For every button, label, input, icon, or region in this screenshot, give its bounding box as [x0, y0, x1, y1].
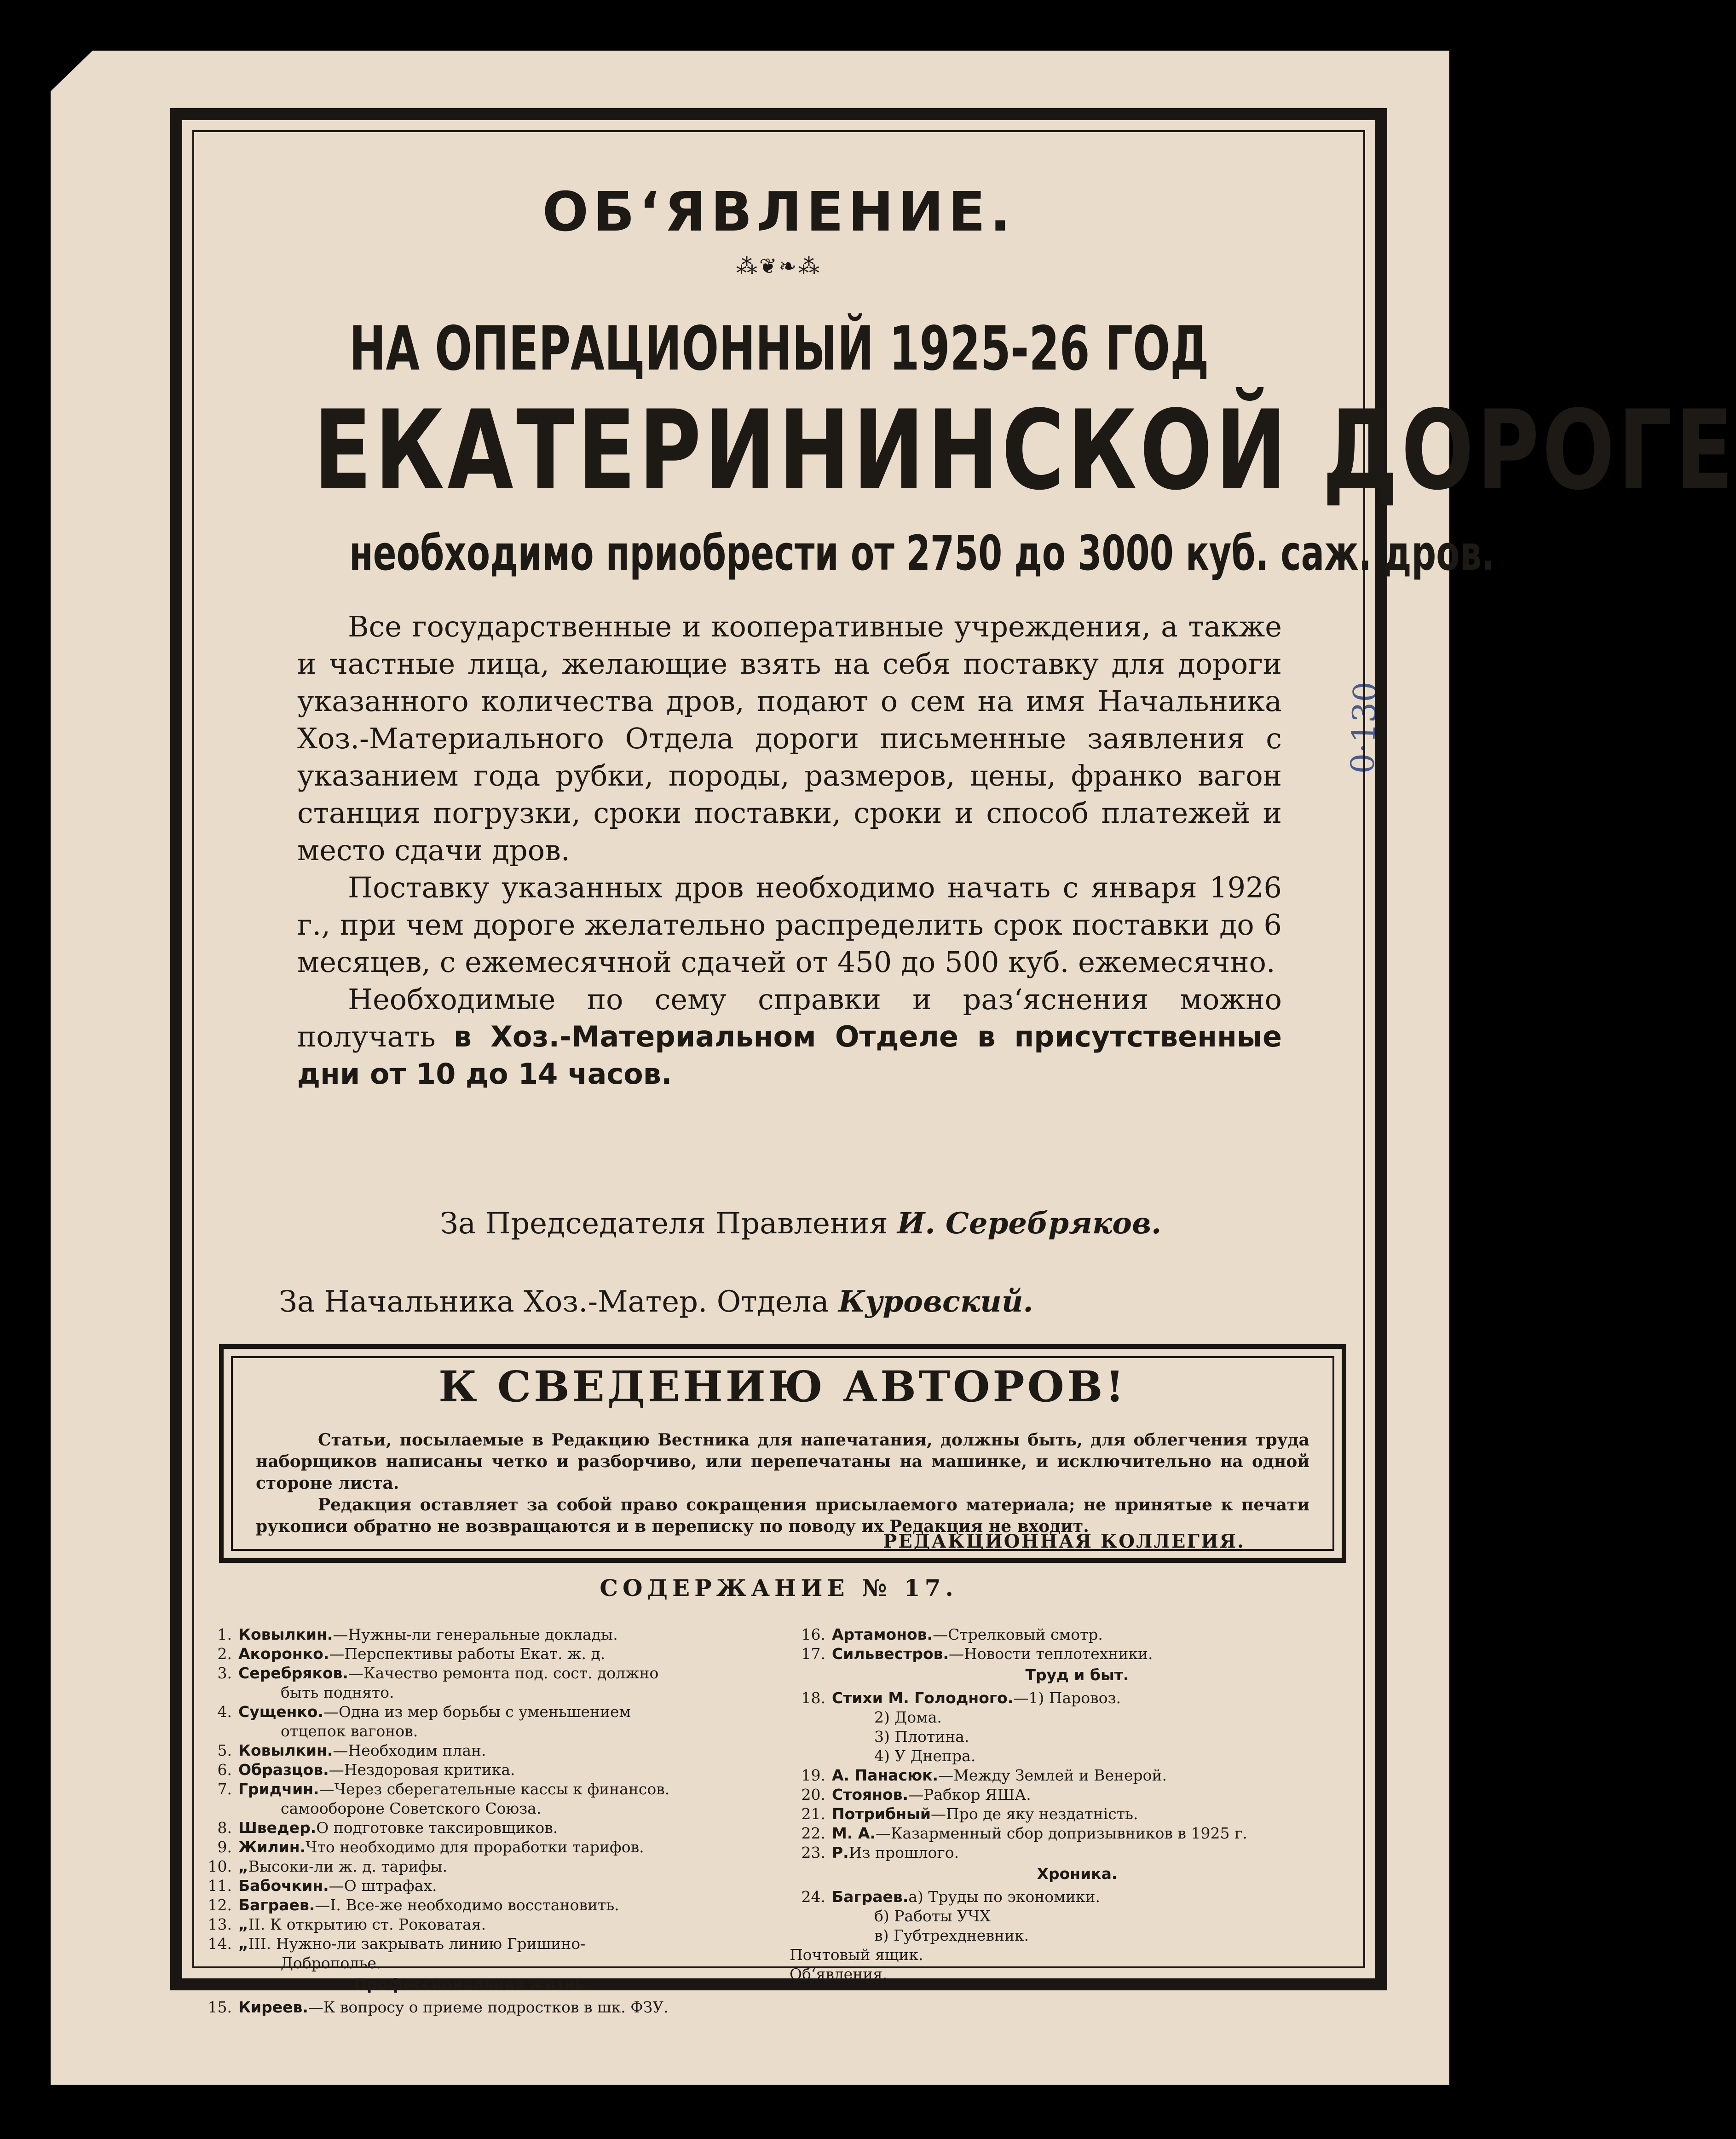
- contents-item-title: —1) Паровоз.: [1013, 1689, 1121, 1707]
- contents-title: СОДЕРЖАНИЕ № 17.: [600, 1574, 958, 1601]
- contents-section-chronicle: Хроника.: [1037, 1865, 1118, 1883]
- contents-item-number: 11.: [208, 1877, 232, 1895]
- contents-item: [790, 1785, 1365, 1804]
- contents-item: [790, 1708, 1365, 1727]
- contents-item-number: 7.: [217, 1780, 232, 1798]
- contents-item-number: 13.: [208, 1915, 232, 1933]
- contents-item-number: [196, 1954, 238, 1973]
- contents-item: [196, 1741, 748, 1760]
- contents-item: [790, 1746, 1365, 1766]
- contents-item: [196, 1857, 748, 1876]
- contents-item-title: Высоки-ли ж. д. тарифы.: [248, 1857, 448, 1875]
- contents-item-number: 18.: [801, 1689, 825, 1707]
- contents-item-number: 16.: [801, 1625, 825, 1643]
- contents-right-column: [790, 1625, 1365, 1984]
- contents-item: [196, 1934, 748, 1954]
- contents-section-labor: Труд и быт.: [1025, 1666, 1129, 1684]
- body-paragraph-3: [297, 981, 1282, 1093]
- contents-item: [196, 1818, 748, 1838]
- contents-item-number: 22.: [801, 1824, 825, 1842]
- contents-item: [196, 1954, 748, 1973]
- contents-item: [196, 1876, 748, 1896]
- contents-item: [790, 1843, 1365, 1862]
- notice-title: К СВЕДЕНИЮ АВТОРОВ!: [438, 1362, 1127, 1411]
- contents-item-author: Серебряков.: [238, 1664, 348, 1682]
- margin-handwritten-note: 0·130: [1344, 681, 1384, 775]
- headline-firewood: необходимо приобрести от 2750 до 3000 куб. саж. дров.: [349, 525, 1495, 581]
- contents-item: [790, 1824, 1365, 1843]
- contents-item-title: —К вопросу о приеме подростков в шк. ФЗУ.: [308, 1998, 669, 2016]
- contents-item-author: Р.: [832, 1844, 849, 1862]
- contents-item-title: быть поднято.: [281, 1683, 394, 1701]
- contents-item-title: —Казарменный сбор допризывников в 1925 г.: [875, 1824, 1247, 1842]
- contents-item-number: 4.: [217, 1703, 232, 1721]
- contents-item-title: Что необходимо для проработки тарифов.: [306, 1838, 644, 1856]
- contents-item-title: —I. Все-же необходимо восстановить.: [315, 1896, 619, 1914]
- contents-item-number: 23.: [801, 1844, 825, 1862]
- contents-item-author: Стихи М. Голодного.: [832, 1689, 1014, 1707]
- announcement-body: [297, 608, 1282, 1093]
- signature-chairman-name: И. Серебряков.: [897, 1206, 1162, 1241]
- contents-item-number: 5.: [217, 1741, 232, 1759]
- contents-item-number: [196, 1683, 238, 1702]
- contents-item: [196, 1722, 748, 1741]
- contents-item: [790, 1644, 1365, 1664]
- contents-item-author: Жилин.: [238, 1838, 306, 1856]
- contents-item-title: —Стрелковый смотр.: [933, 1625, 1103, 1643]
- contents-item-title: 2) Дома.: [874, 1708, 942, 1726]
- contents-item: [790, 1625, 1365, 1644]
- contents-item-number: 14.: [208, 1935, 232, 1953]
- contents-item-number: 12.: [208, 1896, 232, 1914]
- notice-paragraph-2: Редакция оставляет за собой право сокращения присылаемого материала; не принятые к печати рукописи обратно не возвращаются и в переписку по поводу их Редакция не входит.: [256, 1495, 1309, 1536]
- contents-item-number: 19.: [801, 1766, 825, 1784]
- signature-chairman: [440, 1206, 1161, 1241]
- contents-item-author: „: [238, 1915, 248, 1933]
- contents-item-number: 1.: [217, 1625, 232, 1643]
- announcement-title: ОБ‘ЯВЛЕНИЕ.: [542, 180, 1015, 243]
- contents-item-title: —Через сберегательные кассы к финансов.: [319, 1780, 670, 1798]
- contents-item-author: „: [238, 1857, 248, 1875]
- body-paragraph-3-start: Необходимые по сему справки и раз‘яснения можно получать: [297, 983, 1282, 1053]
- contents-item-author: Потрибный: [832, 1805, 931, 1823]
- contents-item-title: б) Работы УЧХ: [874, 1907, 991, 1925]
- contents-item-author: А. Панасюк.: [832, 1766, 939, 1784]
- contents-item-number: [790, 1727, 832, 1746]
- notice-signature: РЕДАКЦИОННАЯ КОЛЛЕГИЯ.: [883, 1531, 1245, 1552]
- contents-item: [790, 1688, 1365, 1708]
- contents-item-author: „: [238, 1935, 248, 1953]
- contents-item-title: —Новости теплотехники.: [949, 1645, 1153, 1663]
- contents-item-title: —Качество ремонта под. сост. должно: [348, 1664, 659, 1682]
- contents-item-number: [790, 1708, 832, 1727]
- contents-item: [196, 1915, 748, 1934]
- authors-notice-box: [219, 1344, 1346, 1563]
- contents-item: [196, 1683, 748, 1702]
- announcement-frame: [170, 108, 1736, 2016]
- contents-item-author: Баграев.: [238, 1896, 315, 1914]
- contents-item: [196, 1760, 748, 1780]
- contents-item-number: 24.: [801, 1888, 825, 1906]
- contents-item: [790, 1766, 1365, 1785]
- signature-department: [279, 1284, 1033, 1319]
- contents-item-title: —О штрафах.: [329, 1877, 437, 1895]
- signature-department-name: Куровский.: [838, 1284, 1033, 1319]
- contents-item-title: —Рабкор ЯША.: [908, 1786, 1031, 1804]
- ornament-divider: ⁂❦❧⁂: [736, 254, 822, 278]
- contents-item-title: —Нездоровая критика.: [329, 1761, 515, 1779]
- headline-railway: ЕКАТЕРИНИНСКОЙ ДОРОГЕ: [313, 387, 1736, 515]
- contents-item-number: 9.: [217, 1838, 232, 1856]
- contents-item-author: Сущенко.: [238, 1703, 323, 1721]
- contents-item: [790, 1887, 1365, 1907]
- contents-item: [790, 1804, 1365, 1824]
- contents-item-number: 8.: [217, 1819, 232, 1837]
- contents-item-title: О подготовке таксировщиков.: [316, 1819, 558, 1837]
- contents-item-author: Баграев.: [832, 1888, 909, 1906]
- contents-item-author: Киреев.: [238, 1998, 308, 2016]
- contents-section-professional: Профессиональная жизнь.: [354, 1975, 590, 1993]
- contents-item-author: Ковылкин.: [238, 1625, 333, 1643]
- contents-item-number: [790, 1907, 832, 1926]
- contents-item-author: Артамонов.: [832, 1625, 933, 1643]
- contents-item-title: 4) У Днепра.: [874, 1747, 976, 1765]
- contents-item-number: 3.: [217, 1664, 232, 1682]
- contents-item-number: [790, 1926, 832, 1945]
- contents-item-author: Шведер.: [238, 1819, 317, 1837]
- contents-item: [196, 1625, 748, 1644]
- contents-item-number: 21.: [801, 1805, 825, 1823]
- contents-item: [196, 1644, 748, 1664]
- notice-paragraph-1: Статьи, посылаемые в Редакцию Вестника для напечатания, должны быть, для облегчения труда наборщиков написаны четко и разборчиво, или перепечатаны на машинке, и исключительно на одной стороне листа.: [256, 1430, 1309, 1493]
- contents-item-number: 2.: [217, 1645, 232, 1663]
- contents-item-title: Доброполье.: [281, 1954, 381, 1972]
- contents-item-number: [790, 1746, 832, 1766]
- contents-item: [196, 1998, 748, 2017]
- contents-mailbox: Почтовый ящик.: [790, 1946, 923, 1964]
- contents-item-author: Бабочкин.: [238, 1877, 329, 1895]
- contents-item-title: —Одна из мер борьбы с уменьшением: [323, 1703, 631, 1721]
- body-paragraph-2: Поставку указанных дров необходимо начать с января 1926 г., при чем дороге желательно распределить срок поставки до 6 месяцев, с ежемесячной сдачей от 450 до 500 куб. ежемесячно.: [297, 871, 1282, 979]
- contents-item-title: 3) Плотина.: [874, 1728, 969, 1746]
- contents-item: [790, 1727, 1365, 1746]
- notice-text: [256, 1429, 1309, 1538]
- contents-item-author: Гридчин.: [238, 1780, 319, 1798]
- contents-item-title: II. К открытию ст. Роковатая.: [248, 1915, 486, 1933]
- contents-item-title: Из прошлого.: [848, 1844, 959, 1862]
- contents-right-tail-list: [790, 1887, 1365, 1945]
- body-paragraph-3-bold: в Хоз.-Материальном Отделе в присутственные дни от 10 до 14 часов.: [297, 1020, 1282, 1091]
- contents-item-author: Акоронко.: [238, 1645, 329, 1663]
- contents-item-title: III. Нужно-ли закрывать линию Гришино-: [248, 1935, 586, 1953]
- contents-left-column: [196, 1625, 748, 2017]
- contents-announcements: Об‘явления.: [790, 1965, 888, 1983]
- contents-left-list: [196, 1625, 748, 1973]
- contents-item-title: в) Губтрехдневник.: [874, 1926, 1029, 1944]
- headline-year: НА ОПЕРАЦИОННЫЙ 1925-26 ГОД: [349, 313, 1209, 384]
- contents-item-number: 15.: [208, 1998, 232, 2016]
- contents-item-author: Стоянов.: [832, 1786, 909, 1804]
- contents-item-author: Образцов.: [238, 1761, 329, 1779]
- contents-item: [790, 1926, 1365, 1945]
- contents-item: [196, 1664, 748, 1683]
- signature-chairman-text: За Председателя Правления: [440, 1207, 888, 1241]
- contents-item-number: 10.: [208, 1857, 232, 1875]
- contents-item-number: [196, 1799, 238, 1818]
- contents-item-title: —Нужны-ли генеральные доклады.: [333, 1625, 618, 1643]
- contents-item-title: —Про де яку нездатність.: [930, 1805, 1138, 1823]
- contents-item-author: М. А.: [832, 1824, 876, 1842]
- contents-item-title: —Перспективы работы Екат. ж. д.: [329, 1645, 606, 1663]
- contents-item: [196, 1896, 748, 1915]
- contents-item-author: Сильвестров.: [832, 1645, 949, 1663]
- contents-item: [196, 1780, 748, 1799]
- contents-item-author: Ковылкин.: [238, 1741, 333, 1759]
- contents-item-title: а) Труды по экономики.: [908, 1888, 1100, 1906]
- contents-item-number: 20.: [801, 1786, 825, 1804]
- contents-right-mid-list: [790, 1688, 1365, 1862]
- contents-right-list: [790, 1625, 1365, 1664]
- contents-item: [790, 1907, 1365, 1926]
- contents-item-title: отцепок вагонов.: [281, 1722, 418, 1740]
- contents-item: [196, 1838, 748, 1857]
- body-paragraph-1: Все государственные и кооперативные учреждения, а также и частные лица, желающие взять на себя поставку для дороги указанного количества дров, подают о сем на имя Начальника Хоз.-Материального Отдела дороги письменные заявления с указанием года рубки, породы, размеров, цены, франко вагон станция погрузки, сроки поставки, сроки и способ платежей и место сдачи дров.: [297, 610, 1282, 867]
- contents-item-number: [196, 1722, 238, 1741]
- contents-item: [196, 1702, 748, 1722]
- contents-item-title: —Между Землей и Венерой.: [938, 1766, 1167, 1784]
- contents-item-number: 17.: [801, 1645, 825, 1663]
- contents-item-title: самообороне Советского Союза.: [281, 1799, 542, 1817]
- contents-item-number: 6.: [217, 1761, 232, 1779]
- contents-item: [196, 1799, 748, 1818]
- signature-department-text: За Начальника Хоз.-Матер. Отдела: [279, 1285, 829, 1319]
- contents-item-title: —Необходим план.: [333, 1741, 486, 1759]
